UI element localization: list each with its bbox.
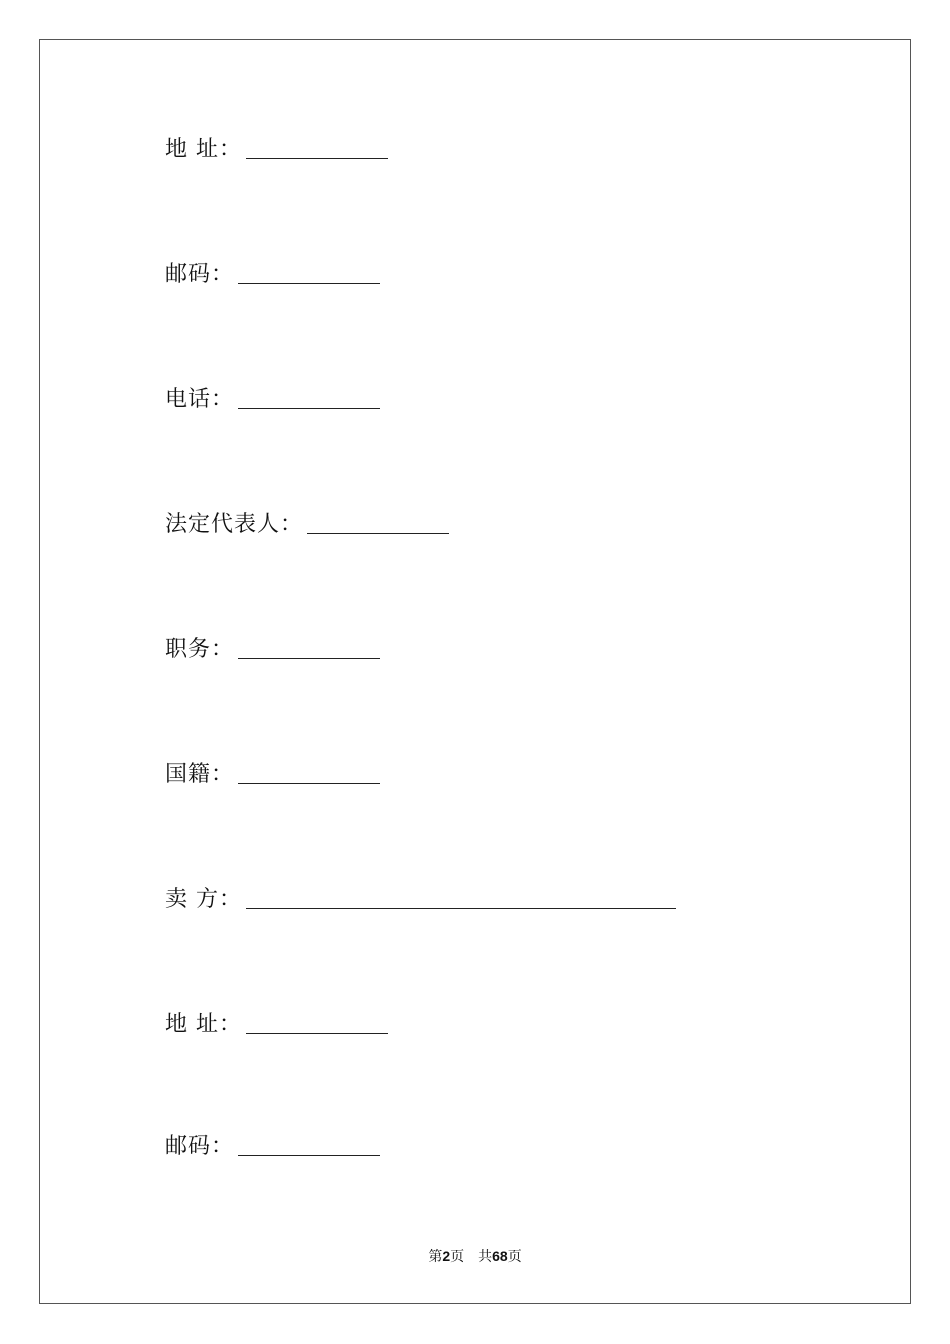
seller-postcode-blank[interactable] — [238, 1154, 380, 1156]
phone-blank[interactable] — [238, 407, 380, 409]
legal-rep-blank[interactable] — [307, 532, 449, 534]
seller-label: 卖 方： — [165, 887, 242, 912]
form-row-seller — [165, 883, 676, 913]
position-blank[interactable] — [238, 657, 380, 659]
page-footer — [0, 1247, 950, 1266]
seller-address-label: 地 址： — [165, 1012, 242, 1037]
form-row-position — [165, 633, 380, 663]
form-row-seller-postcode — [165, 1130, 380, 1160]
nationality-blank[interactable] — [238, 782, 380, 784]
form-row-address — [165, 133, 388, 163]
form-row-seller-address — [165, 1008, 388, 1038]
total-pages: 68 — [492, 1248, 508, 1264]
total-suffix: 页 — [507, 1249, 522, 1265]
postcode-blank[interactable] — [238, 282, 380, 284]
form-row-postcode — [165, 258, 380, 288]
page-prefix: 第 — [428, 1249, 443, 1265]
form-row-phone — [165, 383, 380, 413]
address-label: 地 址： — [165, 137, 242, 162]
nationality-label: 国籍： — [165, 762, 235, 787]
form-row-nationality — [165, 758, 380, 788]
form-row-legal-rep — [165, 508, 449, 538]
phone-label: 电话： — [165, 387, 235, 412]
page-suffix: 页 — [450, 1249, 465, 1265]
address-blank[interactable] — [246, 157, 388, 159]
seller-postcode-label: 邮码： — [165, 1134, 235, 1159]
postcode-label: 邮码： — [165, 262, 235, 287]
legal-rep-label: 法定代表人： — [165, 512, 304, 537]
total-prefix: 共 — [478, 1249, 493, 1265]
position-label: 职务： — [165, 637, 235, 662]
page-frame — [39, 39, 911, 1304]
seller-blank[interactable] — [246, 907, 676, 909]
seller-address-blank[interactable] — [246, 1032, 388, 1034]
page-number: 2 — [442, 1248, 451, 1264]
